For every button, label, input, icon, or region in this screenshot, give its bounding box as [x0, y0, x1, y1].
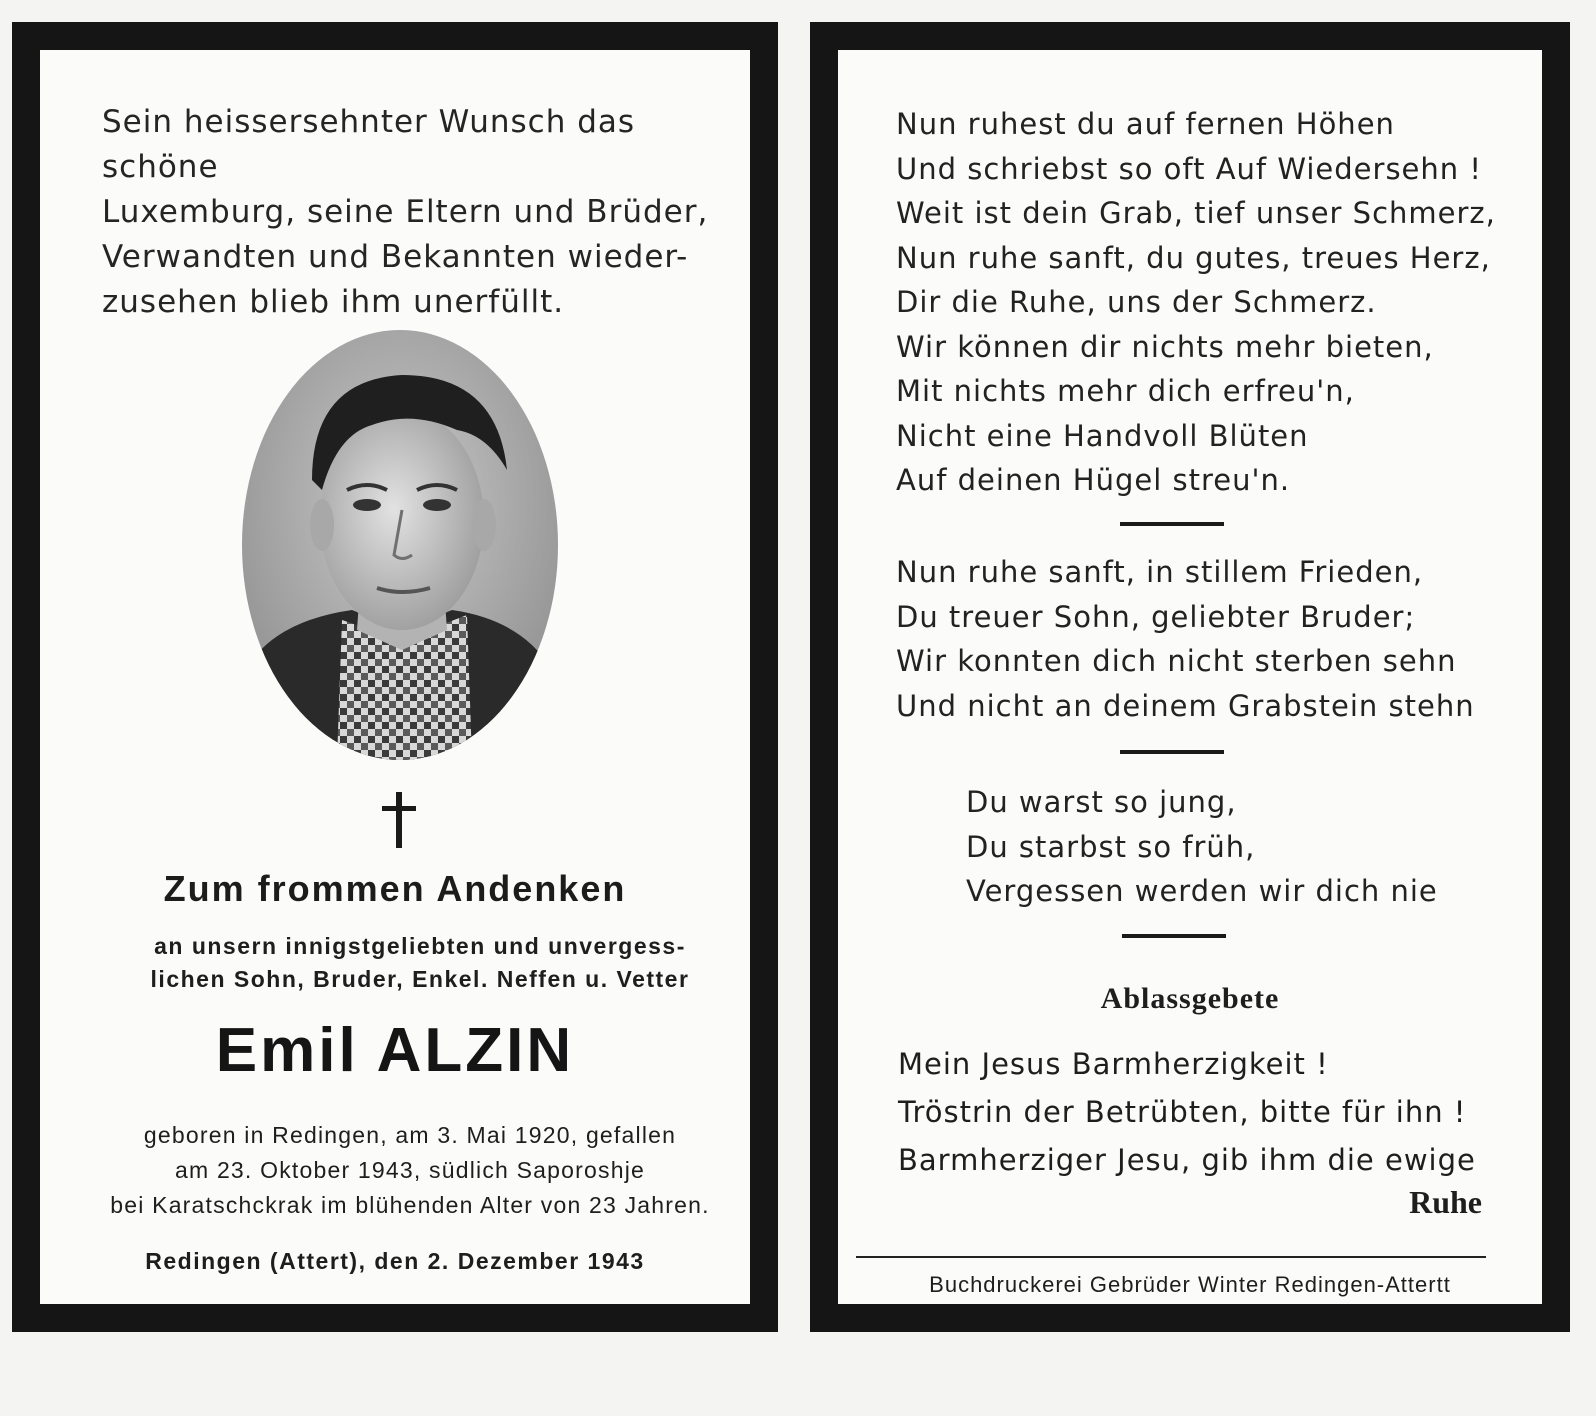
birth-line: geboren in Redingen, am 3. Mai 1920, gefallen [143, 1122, 677, 1148]
prayers-text [898, 1040, 1478, 1184]
prayer-end-word: Ruhe [1409, 1184, 1482, 1220]
poem-line: Wir konnten dich nicht sterben sehn [896, 644, 1457, 678]
intro-line: zusehen blieb ihm unerfüllt. [102, 284, 565, 320]
birth-line: bei Karatschckrak im blühenden Alter von 23 Jahren. [110, 1192, 710, 1218]
poem-line: Auf deinen Hügel streu'n. [896, 463, 1291, 497]
poem-stanza-2 [896, 550, 1475, 728]
poem-stanza-1 [896, 102, 1496, 503]
poem-line: Und schriebst so oft Auf Wiedersehn ! [896, 151, 1483, 186]
poem-line: Du warst so jung, [966, 785, 1237, 819]
prayers-title: Ablassgebete [1100, 982, 1280, 1015]
birth-death-text [70, 1118, 750, 1223]
poem-line: Du starbst so früh, [966, 829, 1256, 864]
intro-line: Sein heissersehnter Wunsch das schöne [102, 104, 636, 185]
divider [1120, 750, 1224, 754]
divider [1120, 522, 1224, 526]
dedication-line: lichen Sohn, Bruder, Enkel. Neffen u. Vetter [150, 966, 690, 992]
poem-line: Mit nichts mehr dich erfreu'n, [896, 374, 1355, 408]
dedication-text [100, 930, 740, 996]
divider [1122, 934, 1226, 938]
deceased-name: Emil ALZIN [215, 1016, 575, 1085]
footer-divider [856, 1256, 1486, 1258]
place-date: Redingen (Attert), den 2. Dezember 1943 [145, 1248, 645, 1274]
poem-line: Vergessen werden wir dich nie [966, 874, 1438, 908]
printer-credit: Buchdruckerei Gebrüder Winter Redingen-Attertt [929, 1272, 1451, 1297]
poem-line: Nun ruhest du auf fernen Höhen [896, 107, 1395, 141]
cross-icon [374, 790, 424, 850]
prayer-line: Barmherziger Jesu, gib ihm die ewige [898, 1143, 1476, 1177]
prayer-line: Mein Jesus Barmherzigkeit ! [898, 1047, 1329, 1081]
poem-line: Du treuer Sohn, geliebter Bruder; [896, 599, 1416, 634]
prayer-line: Tröstrin der Betrübten, bitte für ihn ! [898, 1095, 1467, 1129]
poem-line: Weit ist dein Grab, tief unser Schmerz, [896, 196, 1496, 230]
poem-stanza-3 [966, 780, 1438, 914]
dedication-line: an unsern innigstgeliebten und unvergess- [154, 933, 686, 959]
birth-line: am 23. Oktober 1943, südlich Saporoshje [175, 1157, 645, 1183]
intro-text [102, 100, 722, 325]
poem-line: Nun ruhe sanft, du gutes, treues Herz, [896, 240, 1491, 275]
poem-line: Und nicht an deinem Grabstein stehn [896, 688, 1475, 723]
poem-line: Nicht eine Handvoll Blüten [896, 418, 1309, 453]
memorial-card-left [12, 22, 778, 1332]
intro-line: Luxemburg, seine Eltern und Brüder, [102, 194, 709, 230]
poem-line: Nun ruhe sanft, in stillem Frieden, [896, 555, 1424, 589]
poem-line: Dir die Ruhe, uns der Schmerz. [896, 285, 1377, 319]
memorial-card-right [810, 22, 1570, 1332]
intro-line: Verwandten und Bekannten wieder- [102, 239, 689, 275]
poem-line: Wir können dir nichts mehr bieten, [896, 329, 1434, 364]
portrait-photo [242, 330, 558, 760]
heading-andenken: Zum frommen Andenken [163, 868, 627, 909]
